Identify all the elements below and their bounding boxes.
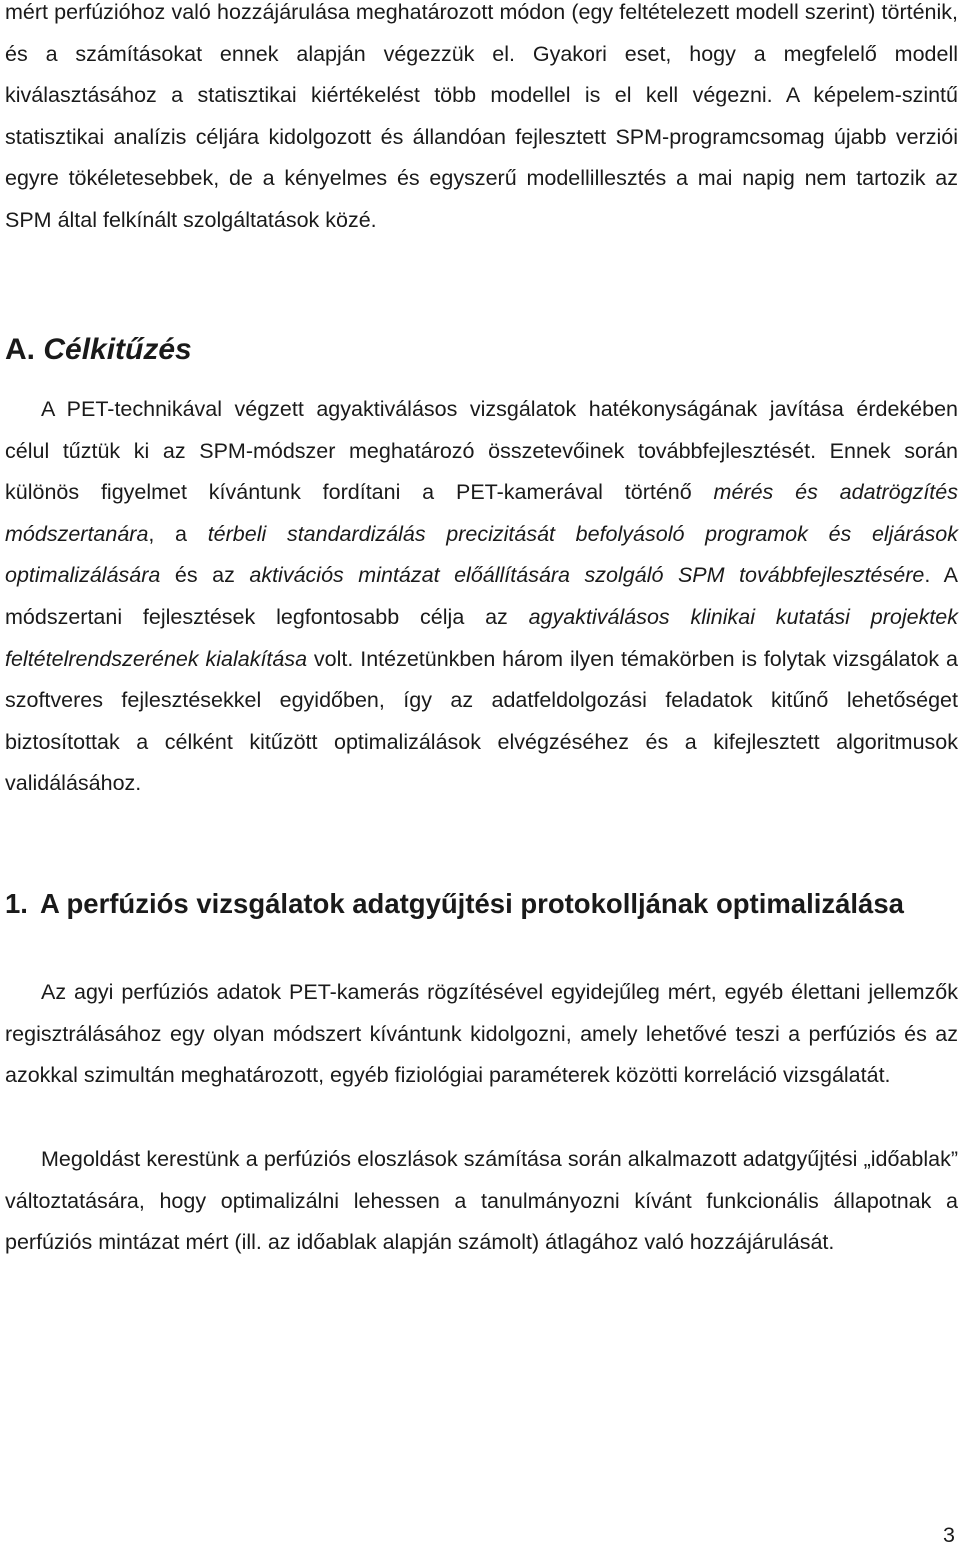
goal-text-2: , a: [148, 521, 208, 546]
page-number: 3: [943, 1523, 955, 1547]
section-a-title: Célkitűzés: [43, 333, 192, 366]
goal-emphasis-2: térbeli standardizálás precizitását befolyásoló programok és eljárások optimalizálására: [5, 521, 958, 588]
goal-emphasis-4: agyaktiválásos klinikai kutatási projektek feltételrendszerének kialakítása: [5, 604, 959, 671]
section-a-label: A.: [5, 333, 35, 366]
goal-emphasis-1: mérés és adatrögzítés módszertanára: [5, 480, 958, 546]
goal-emphasis-3: aktivációs mintázat előállítására szolgáló SPM továbbfejlesztésére: [249, 563, 925, 588]
perfusion-paragraph: Az agyi perfúziós adatok PET-kamerás rögzítésével egyidejűleg mért, egyéb élettani jellemzők regisztrálásához egy olyan módszert kívántunk kidolgozni, amely lehetővé teszi a perfúziós és az azokkal szimultán meghatározott, egyéb fiziológiai paraméterek közötti korreláció vizsgálatát.: [5, 980, 958, 1088]
goal-text-3: és az: [160, 563, 250, 588]
goal-text-5: volt. Intézetünkben három ilyen témakörben is folytak vizsgálatok a szoftveres fejlesztésekkel egyidőben, így az adatfeldolgozási feladatok kitűnő lehetőséget biztosítottak a célként kitűzött optimalizálások elvégzéséhez és a kifejlesztett algoritmusok validálásához.: [5, 646, 958, 796]
section-1-title: A perfúziós vizsgálatok adatgyűjtési protokolljának optimalizálása: [40, 888, 904, 919]
intro-paragraph: mért perfúzióhoz való hozzájárulása meghatározott módon (egy feltételezett modell szerint) történik, és a számításokat ennek alapján végezzük el. Gyakori eset, hogy a megfelelő modell kiválasztásához a statisztikai kiértékelést több modellel is el kell végezni. A képelem-szintű statisztikai analízis céljára kidolgozott és állandóan fejlesztett SPM-programcsomag újabb verziói egyre tökéletesebbek, de a kényelmes és egyszerű modellillesztés a mai napig nem tartozik az SPM által felkínált szolgáltatások közé.: [5, 0, 958, 232]
goal-paragraph: [5, 389, 958, 805]
section-a-heading: [5, 330, 192, 370]
solution-paragraph: Megoldást kerestünk a perfúziós eloszlások számítása során alkalmazott adatgyűjtési „időablak” változtatására, hogy optimalizálni lehessen a tanulmányozni kívánt funkcionális állapotnak a perfúziós mintázat mért (ill. az időablak alapján számolt) átlagához való hozzájárulását.: [5, 1147, 958, 1255]
goal-text-4: . A módszertani fejlesztések legfontosabb célja az: [5, 563, 959, 629]
section-1-number: 1.: [5, 888, 28, 919]
section-1-heading: [5, 886, 958, 921]
goal-text-1: A PET-technikával végzett agyaktiválásos vizsgálatok hatékonyságának javítása érdekében célul tűztük ki az SPM-módszer meghatározó összetevőinek továbbfejlesztését. Ennek során különös figyelmet kívántunk fordítani a PET-kamerával történő: [5, 397, 958, 505]
